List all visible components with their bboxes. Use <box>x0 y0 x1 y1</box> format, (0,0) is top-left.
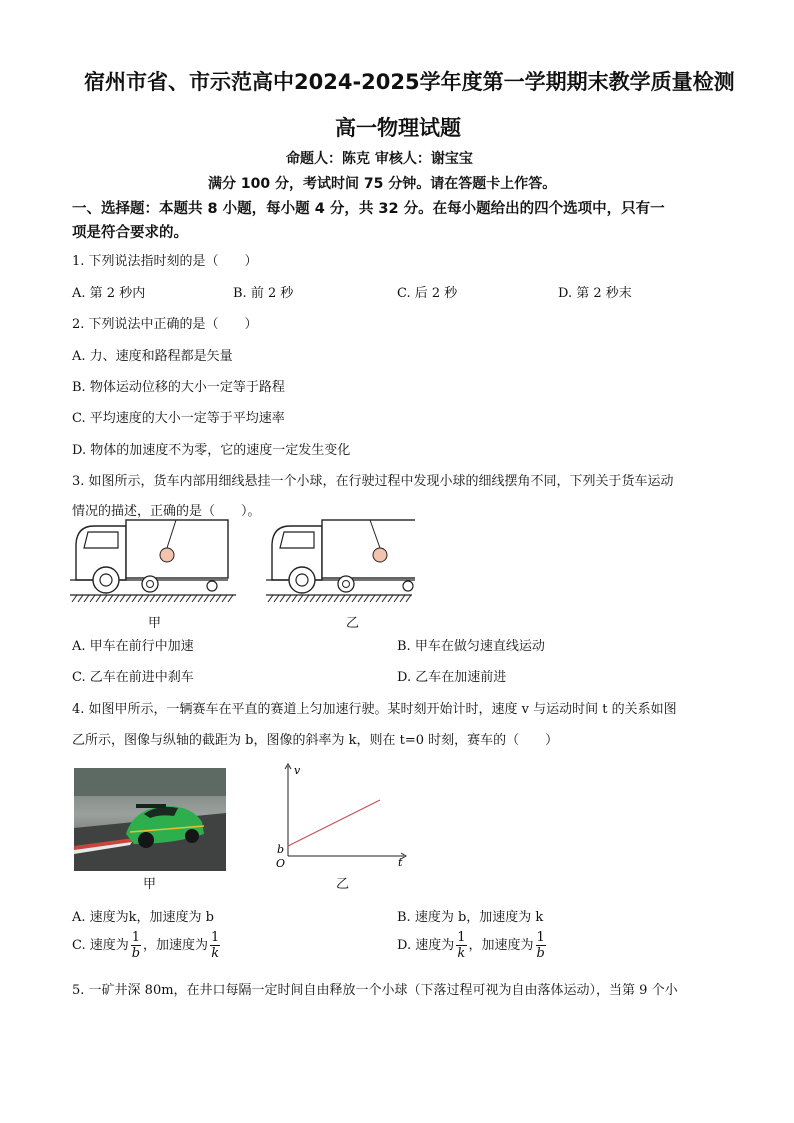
question-3-stem-cont: 情况的描述，正确的是（ ）。 <box>72 504 261 519</box>
q4-option-b: B. 速度为 b，加速度为 k <box>397 910 544 925</box>
q3-option-a: A. 甲车在前行中加速 <box>72 639 194 654</box>
q2-option-b: B. 物体运动位移的大小一定等于路程 <box>72 380 285 395</box>
question-1-stem: 1. 下列说法指时刻的是（ ） <box>72 254 258 269</box>
question-2-stem: 2. 下列说法中正确的是（ ） <box>72 317 258 332</box>
question-4-stem-cont: 乙所示，图像与纵轴的截距为 b，图像的斜率为 k，则在 t=0 时刻，赛车的（ ） <box>72 733 559 748</box>
graph-label: 乙 <box>336 877 350 892</box>
q4-option-c-prefix: C. 速度为 <box>72 938 129 953</box>
question-5-stem: 5. 一矿井深 80m，在井口每隔一定时间自由释放一个小球（下落过程可视为自由落体运动），当第 9 个小 <box>72 983 678 998</box>
section-heading-cont: 项是符合要求的。 <box>72 225 188 241</box>
fraction-one-over-b: $\frac{1}{b}$ <box>536 930 545 961</box>
q1-option-c: C. 后 2 秒 <box>397 286 458 301</box>
truck-figures <box>70 518 415 608</box>
section-heading: 一、选择题：本题共 8 小题，每小题 4 分，共 32 分。在每小题给出的四个选项中，只有一 <box>72 201 665 217</box>
question-3-stem: 3. 如图所示，货车内部用细线悬挂一个小球，在行驶过程中发现小球的细线摆角不同，下列关于货车运动 <box>72 474 674 489</box>
q2-option-c: C. 平均速度的大小一定等于平均速率 <box>72 411 285 426</box>
question-4-stem: 4. 如图甲所示，一辆赛车在平直的赛道上匀加速行驶。某时刻开始计时，速度 v 与运动时间 t 的关系如图 <box>72 702 677 717</box>
q1-option-d: D. 第 2 秒末 <box>558 286 632 301</box>
vt-graph <box>270 760 410 868</box>
intercept-label: b <box>277 843 285 856</box>
q4-option-d-prefix: D. 速度为 <box>397 938 455 953</box>
fraction-one-over-k: $\frac{1}{k}$ <box>211 930 220 961</box>
exam-title: 宿州市省、市示范高中2024-2025学年度第一学期期末教学质量检测 <box>84 70 735 94</box>
q3-option-d: D. 乙车在加速前进 <box>397 670 507 685</box>
q4-option-c-mid: ，加速度为 <box>143 938 209 953</box>
exam-info: 满分 100 分，考试时间 75 分钟。请在答题卡上作答。 <box>208 176 557 192</box>
q4-option-a: A. 速度为k，加速度为 b <box>72 910 214 925</box>
q4-option-d-mid: ，加速度为 <box>468 938 534 953</box>
q2-option-d: D. 物体的加速度不为零，它的速度一定发生变化 <box>72 443 351 458</box>
truck-jia-label: 甲 <box>148 616 162 631</box>
q2-option-a: A. 力、速度和路程都是矢量 <box>72 349 233 364</box>
q1-option-b: B. 前 2 秒 <box>233 286 294 301</box>
race-car-photo <box>74 768 226 871</box>
car-photo-label: 甲 <box>143 877 157 892</box>
exam-subtitle: 高一物理试题 <box>335 116 461 140</box>
truck-yi-figure <box>266 520 415 602</box>
fraction-one-over-b: $\frac{1}{b}$ <box>131 930 141 961</box>
truck-jia-figure <box>70 520 236 602</box>
t-axis-label: t <box>398 856 403 868</box>
q3-option-b: B. 甲车在做匀速直线运动 <box>397 639 545 654</box>
fraction-one-over-k: $\frac{1}{k}$ <box>457 930 466 961</box>
v-axis-label: v <box>294 764 301 777</box>
truck-yi-label: 乙 <box>346 616 360 631</box>
origin-label: O <box>276 857 286 868</box>
q4-option-d <box>397 931 548 960</box>
q1-option-a: A. 第 2 秒内 <box>72 286 146 301</box>
q3-option-c: C. 乙车在前进中刹车 <box>72 670 194 685</box>
exam-authors: 命题人：陈克 审核人：谢宝宝 <box>286 151 473 167</box>
q4-option-c <box>72 931 222 960</box>
